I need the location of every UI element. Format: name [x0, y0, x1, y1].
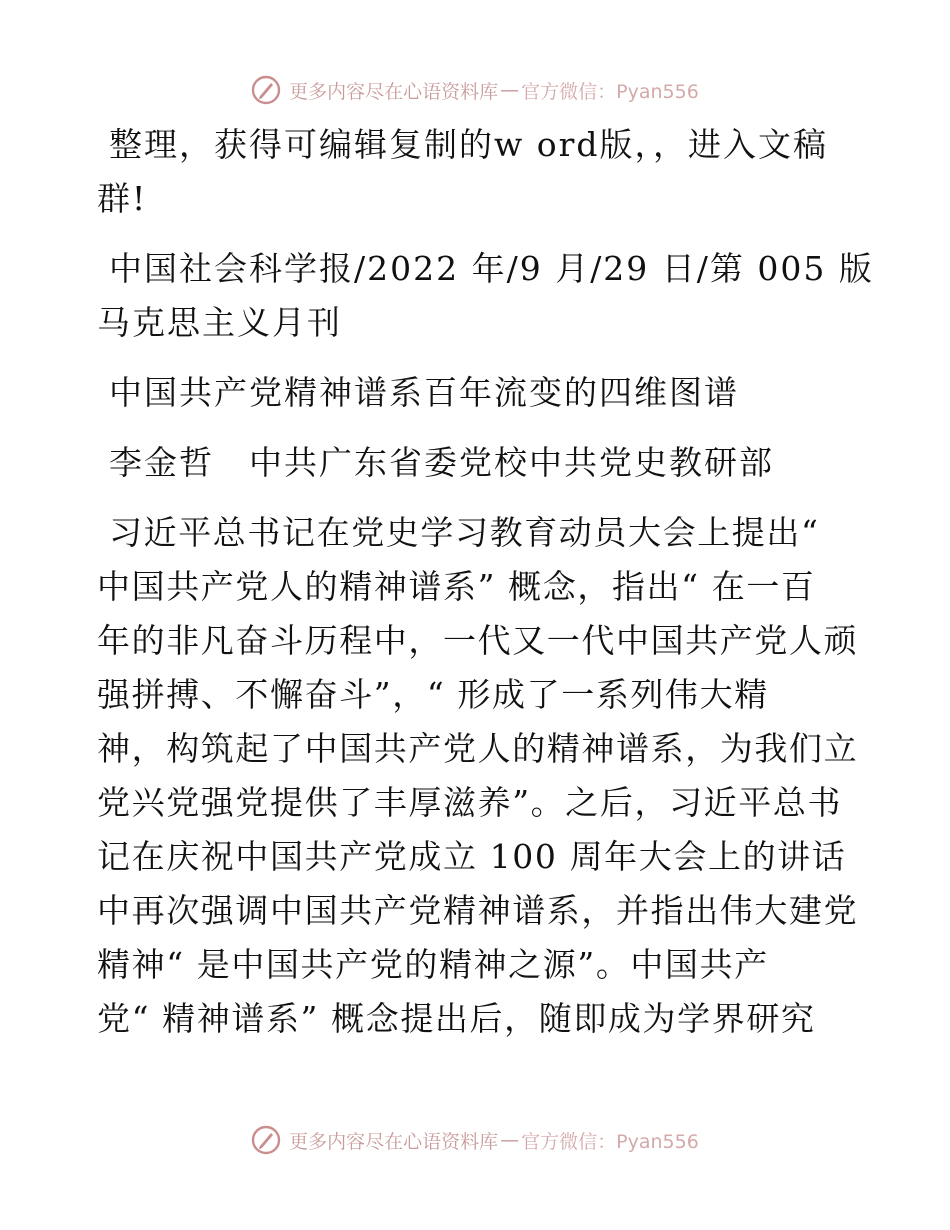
body-line: 神，构筑起了中国共产党人的精神谱系，为我们立: [97, 729, 859, 768]
body-line: 中国共产党人的精神谱系” 概念，指出“ 在一百: [97, 567, 816, 606]
body-line: 党“ 精神谱系” 概念提出后，随即成为学界研究: [97, 999, 816, 1038]
watermark-site-text: 更多内容尽在心语资料库: [289, 1130, 499, 1153]
header-watermark: [0, 70, 950, 110]
article-title: [97, 366, 857, 420]
watermark-site-text: 更多内容尽在心语资料库: [289, 80, 499, 103]
document-body: [97, 118, 874, 1062]
author-text: 李金哲 中共广东省委党校中共党史教研部: [109, 443, 774, 482]
body-line: 记在庆祝中国共产党成立 100 周年大会上的讲话: [97, 837, 847, 876]
body-line: 强拼搏、不懈奋斗”，“ 形成了一系列伟大精: [97, 675, 769, 714]
watermark-wechat-text: 官方微信：Pyan556: [521, 80, 699, 103]
title-line: 中国共产党精神谱系百年流变的四维图谱: [109, 373, 739, 412]
source-line: 马克思主义月刊: [97, 303, 342, 342]
intro-paragraph: [97, 118, 857, 226]
source-line: 中国社会科学报/2022 年/9 月/29 日/第 005 版: [109, 249, 874, 288]
watermark-separator: —: [500, 79, 520, 101]
footer-watermark: [0, 1120, 950, 1160]
body-line: 中再次强调中国共产党精神谱系，并指出伟大建党: [97, 891, 859, 930]
body-line: 习近平总书记在党史学习教育动员大会上提出“: [109, 513, 820, 552]
intro-line: 群!: [97, 179, 148, 218]
body-line: 年的非凡奋斗历程中，一代又一代中国共产党人顽: [97, 621, 859, 660]
quill-pen-logo-icon: [251, 75, 281, 105]
watermark-separator: —: [500, 1129, 520, 1151]
body-line: 精神“ 是中国共产党的精神之源”。中国共产: [97, 945, 769, 984]
intro-line: 整理，获得可编辑复制的w ord版，，进入文稿: [109, 125, 829, 164]
body-line: 党兴党强党提供了丰厚滋养”。之后，习近平总书: [97, 783, 843, 822]
body-paragraph: [97, 506, 857, 1046]
source-paragraph: [97, 242, 874, 350]
quill-pen-logo-icon: [251, 1125, 281, 1155]
watermark-wechat-text: 官方微信：Pyan556: [521, 1130, 699, 1153]
author-line: [97, 436, 857, 490]
